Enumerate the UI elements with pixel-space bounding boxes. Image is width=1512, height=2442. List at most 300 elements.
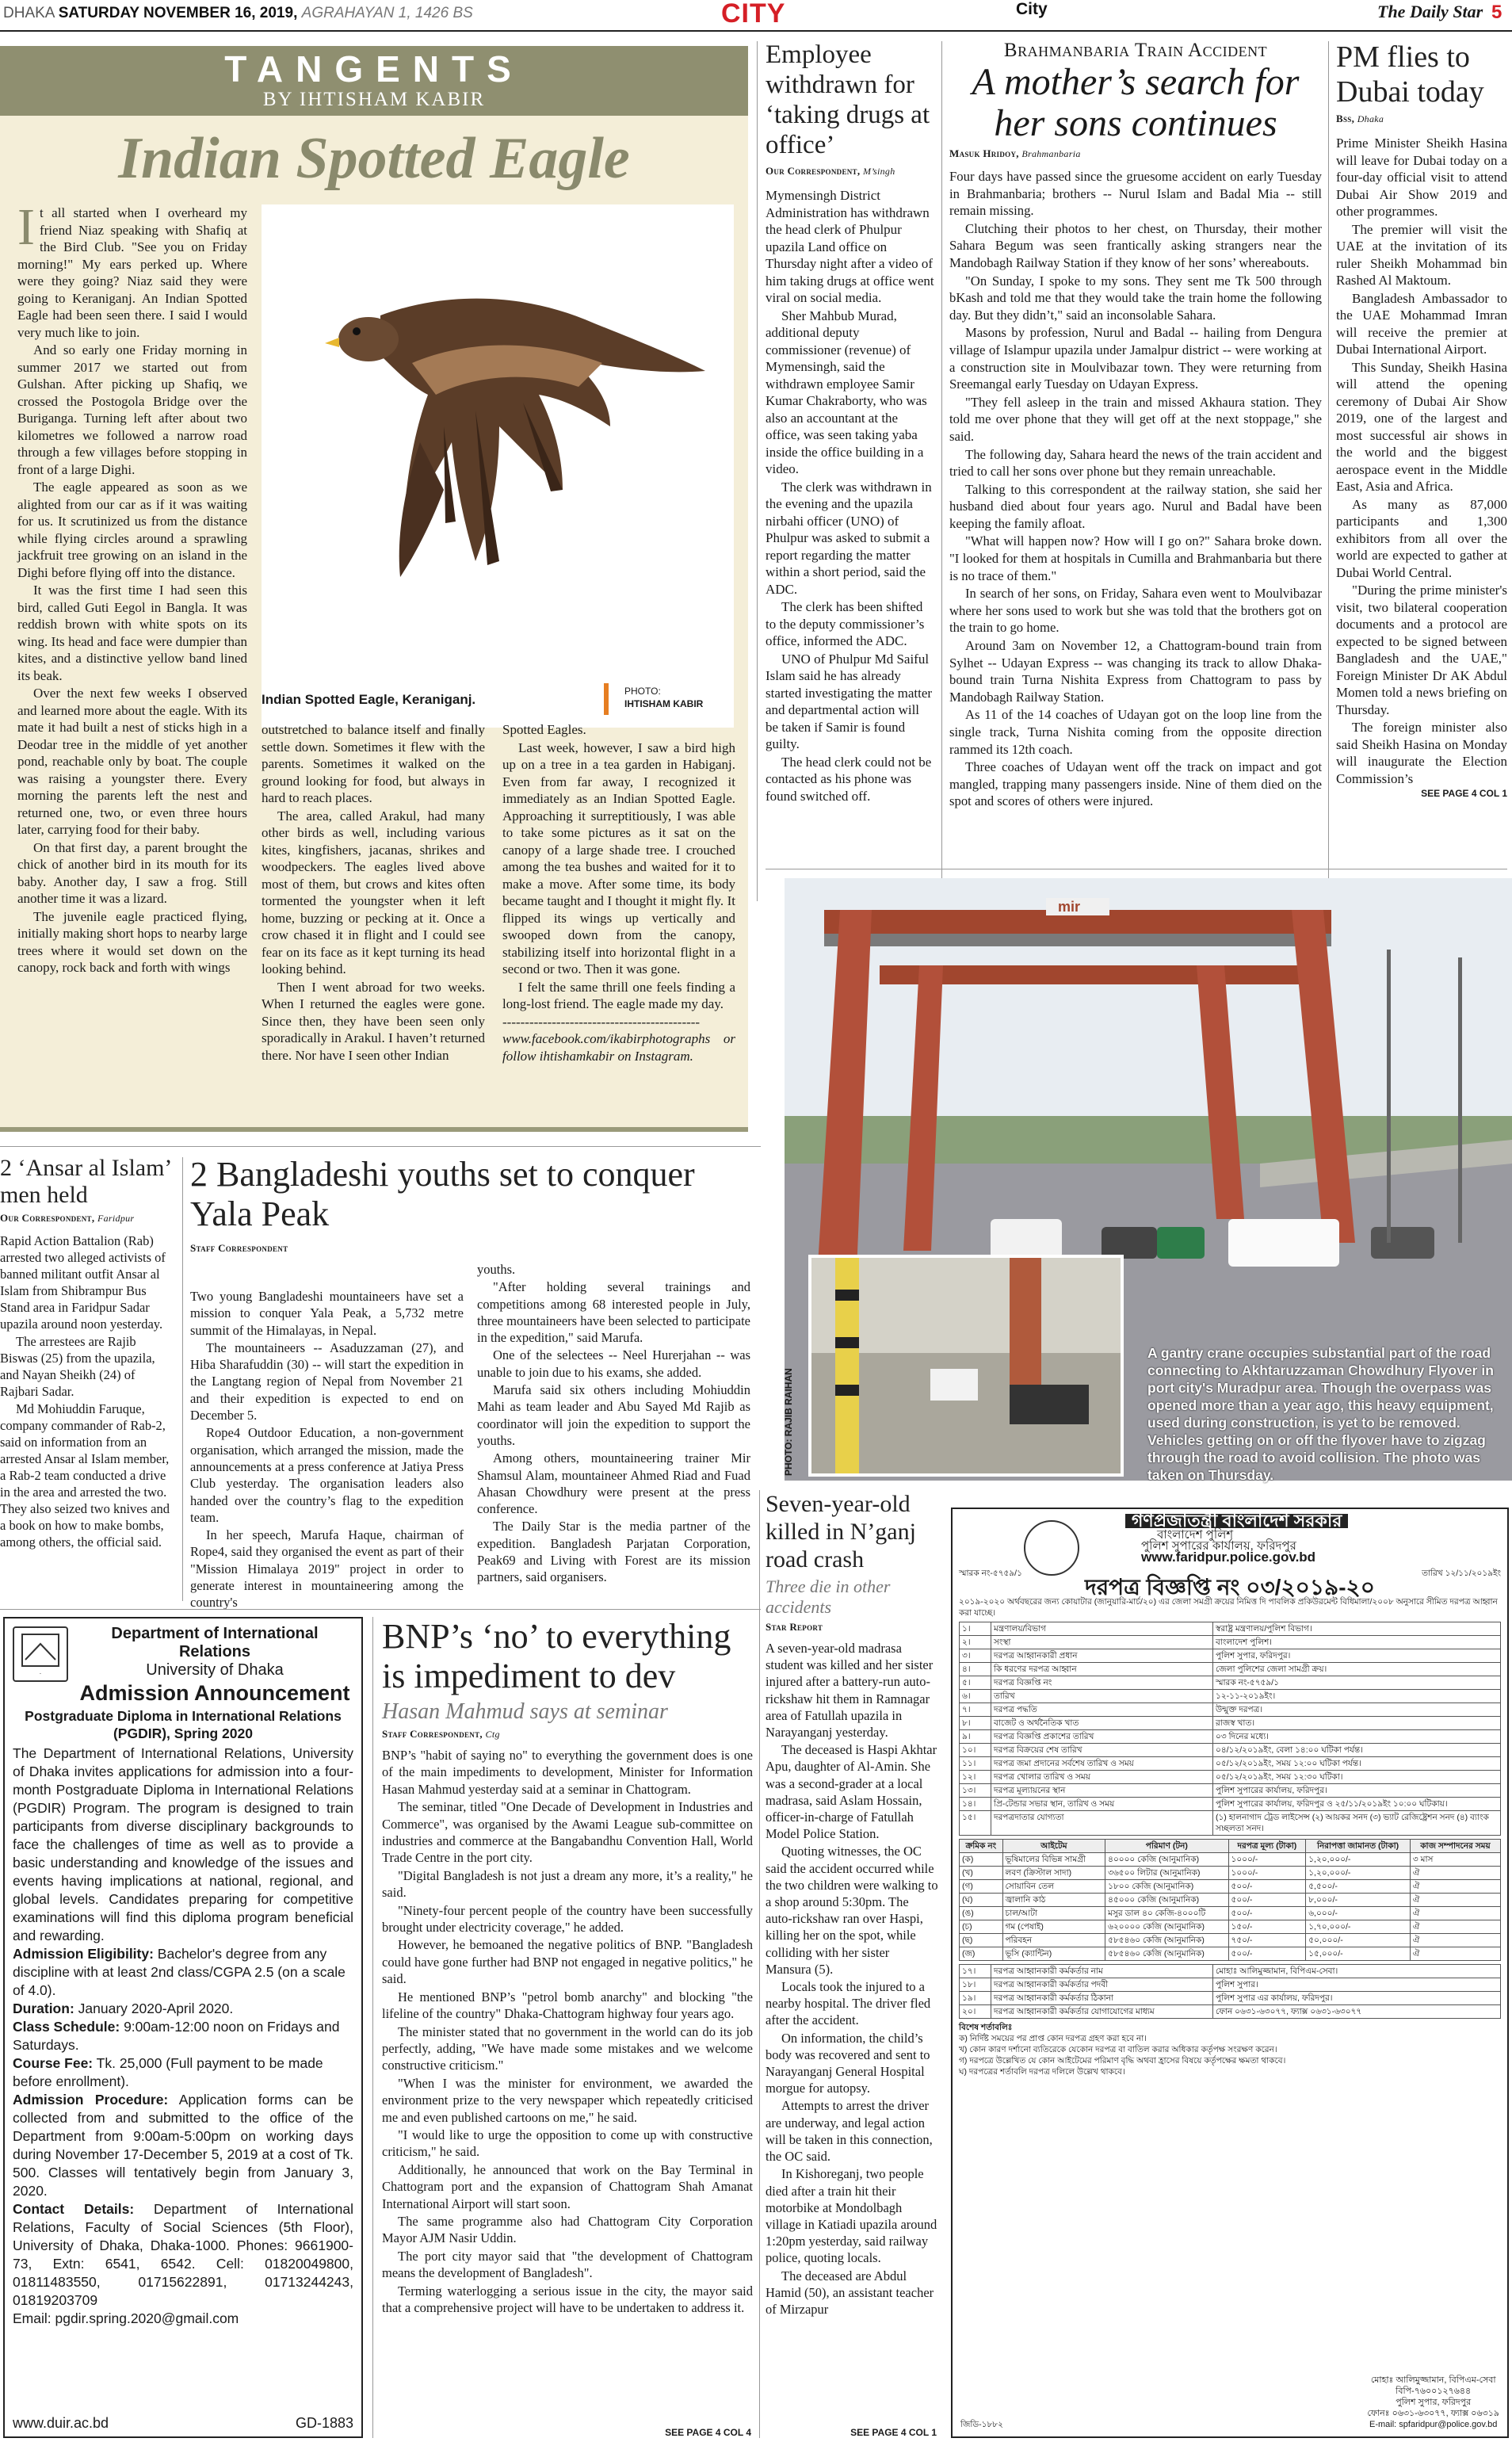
credit-rule bbox=[604, 683, 609, 715]
paragraph: Mymensingh District Administration has withdrawn the head clerk of Phulpur upazila Land office on Thursday night after a video of him taking drugs at office went viral on social media. bbox=[766, 188, 934, 305]
deck: Hasan Mahmud says at seminar bbox=[382, 1699, 668, 1724]
paragraph: The mountaineers -- Asaduzzaman (27), and Hiba Sharafuddin (30) -- will start the expedition in the Langtang region of Nepal from November 21 and their expedition is expected to end on December 5. bbox=[190, 1339, 464, 1424]
tender-notice bbox=[951, 1508, 1509, 2438]
row-label: দরপত্র জমা প্রদানের সর্বশেষ তারিখ ও সময় bbox=[991, 1757, 1213, 1771]
tender-row bbox=[960, 1730, 1501, 1744]
goods-cell: ৮,০০০/- bbox=[1306, 1894, 1411, 1907]
headline: PM flies to Dubai today bbox=[1336, 40, 1484, 109]
article-body bbox=[1336, 135, 1507, 787]
inset-photo bbox=[808, 1255, 1124, 1477]
row-value: ১২-১১-২০১৯ইং। bbox=[1213, 1690, 1501, 1703]
row-label: দরপত্র খোলার তারিখ ও সময় bbox=[991, 1771, 1213, 1784]
ad-item-text: 9:00am-12:00 noon on Fridays and Saturdays. bbox=[13, 2019, 340, 2053]
row-value: ০৪/১২/২০১৯ইং, বেলা ১৪:০০ ঘটিকা পর্যন্ত। bbox=[1213, 1744, 1501, 1757]
goods-cell: ৫০০/- bbox=[1228, 1894, 1306, 1907]
tender-row bbox=[960, 1798, 1501, 1811]
row-number: ১৭। bbox=[960, 1965, 991, 1978]
goods-cell: ৫০০/- bbox=[1228, 1880, 1306, 1894]
ad-code: GD-1883 bbox=[295, 2415, 353, 2431]
paragraph: Last week, however, I saw a bird high up on a tree in a tea garden in Habiganj. Even from far away, I recognized it immediately as an Indian Spotted Eagle. Approaching it surreptitiously, I was able to take some pictures as it sat on the canopy of a large shade tree. I crouched among the tea bushes and waited for it to make a move. After some time, its body became taught and I thought it might fly. It flipped its wings up vertically and swooped down from the canopy, stabilizing itself into horizontal flight in a second or two. Then it was gone. bbox=[502, 739, 735, 976]
row-number: ১৯। bbox=[960, 1992, 991, 2005]
paragraph: Marufa said six others including Mohiuddin Mahi as team leader and Abu Sayed Md Rajib as coordinator will join the expedition to support the youths. bbox=[477, 1382, 750, 1448]
row-number: ২। bbox=[960, 1636, 991, 1649]
goods-cell: ভূসি (ক্যান্টিন) bbox=[1002, 1947, 1105, 1961]
goods-row bbox=[960, 1880, 1501, 1894]
photo-credit bbox=[781, 1360, 799, 1479]
row-number: ৯। bbox=[960, 1730, 991, 1744]
paragraph: One of the selectees -- Neel Hurerjahan -- was unable to join due to his exams, she added. bbox=[477, 1347, 750, 1380]
byline-text: Masuk Hridoy, bbox=[949, 147, 1019, 159]
goods-cell: ৫৮৫৪৬০ কেজি (আনুমানিক) bbox=[1105, 1934, 1228, 1947]
row-number: ২০। bbox=[960, 2005, 991, 2019]
kicker: Brahmanbaria Train Accident bbox=[1003, 40, 1268, 61]
row-value: পুলিশ সুপারের কার্যালয়, ফরিদপুর ও ২৫/১১/২০১৯ইং ১০:০০ ঘটিকায়। bbox=[1213, 1798, 1501, 1811]
paragraph: In search of her sons, on Friday, Sahara even went to Moulvibazar where her sons used to work but she was told that the brothers got on the train to go home. bbox=[949, 586, 1322, 636]
ad-title: Admission Announcement bbox=[79, 1681, 350, 1705]
goods-cell: ৪৫০০০ কেজি (আনুমানিক) bbox=[1105, 1894, 1228, 1907]
paragraph: BNP’s "habit of saying no" to everything the government does is one of the main impediments to development, Minister for Information Hasan Mahmud yesterday said at a seminar in Chattogram. bbox=[382, 1748, 753, 1797]
note-item: খ) কোন কারণ দর্শানো ব্যতিরেকে যেকোন দরপত্র বা বাতিল করার অধিকার কর্তৃপক্ষ সংরক্ষণ করেন। bbox=[959, 2045, 1277, 2054]
row-number: ১১। bbox=[960, 1757, 991, 1771]
ad-item bbox=[13, 2200, 353, 2310]
paragraph: Rapid Action Battalion (Rab) arrested two alleged activists of banned militant outfit Ansar al Islam from Shibrampur Bus Stand area in Faridpur Sadar upazila around noon yesterday. bbox=[0, 1233, 166, 1332]
goods-header: দরপত্র মূল্য (টাকা) bbox=[1228, 1840, 1306, 1853]
paragraph: And so early one Friday morning in summer 2017 we started out from Gulshan. After picking up Shafiq, we crossed the Postogola Bridge over the Buriganga. Turning left after about two kilometres we followed a narrow road through a few villages before stopping in front of a large Dighi. bbox=[17, 342, 247, 477]
paragraph: On that first day, a parent brought the chick of another bird in its mouth for its baby. Another day, I saw a frog. Still another time it was a lizard. bbox=[17, 839, 247, 906]
tender-row bbox=[960, 1636, 1501, 1649]
row-label: দরপত্র আহ্বানকারী কর্মকর্তার যোগাযোগের মাধ্যম bbox=[991, 2005, 1213, 2019]
goods-row bbox=[960, 1920, 1501, 1934]
sign-phone: ফোনঃ ০৬৩১-৬৩০৭৭, ফ্যাক্স ০৬৩১৯ bbox=[1367, 2409, 1499, 2418]
row-number: ৩। bbox=[960, 1649, 991, 1663]
row-number: ৬। bbox=[960, 1690, 991, 1703]
goods-cell: ৫০,০০০/- bbox=[1306, 1934, 1411, 1947]
headline: 2 Bangladeshi youths set to conquer Yala Peak bbox=[190, 1155, 695, 1233]
ad-dept: Department of International Relations bbox=[111, 1625, 319, 1660]
tender-row bbox=[960, 1703, 1501, 1717]
row-value: রাজস্ব খাত। bbox=[1213, 1717, 1501, 1730]
yala-col-1 bbox=[190, 1288, 464, 1611]
tangents-col-1 bbox=[17, 198, 247, 1112]
article-pm bbox=[1336, 40, 1507, 911]
row-label: দরপত্র আহ্বানকারী কর্মকর্তার নাম bbox=[991, 1965, 1213, 1978]
paragraph: Prime Minister Sheikh Hasina will leave for Dubai today on a four-day official visit to attend Dubai Air Show 2019 and other programmes. bbox=[1336, 136, 1507, 219]
social-link[interactable]: www.facebook.com/ikabirphotographs or follow ihtishamkabir on Instagram. bbox=[502, 1031, 735, 1064]
row-label: দরপত্র আহ্বানকারী কর্মকর্তার ঠিকানা bbox=[991, 1992, 1213, 2005]
paragraph: UNO of Phulpur Md Saiful Islam said he has already started investigating the matter and departmental action will be taken if Samir is found guilty. bbox=[766, 651, 933, 751]
goods-cell: ঐ bbox=[1410, 1880, 1500, 1894]
paragraph: Around 3am on November 12, a Chattogram-bound train from Sylhet -- Udayan Express -- was changing its track to allow Dhaka-bound train Turna Nishita Express from Chattogram to pass by Mandobagh Railway Station. bbox=[949, 638, 1322, 705]
jump-line: SEE PAGE 4 COL 1 bbox=[850, 2427, 937, 2438]
tender-row bbox=[960, 1992, 1501, 2005]
paragraph: youths. bbox=[477, 1262, 516, 1277]
goods-cell: ঐ bbox=[1410, 1867, 1500, 1880]
ad-subtitle: Postgraduate Diploma in International Relations (PGDIR), Spring 2020 bbox=[25, 1708, 342, 1741]
paragraph: Two young Bangladeshi mountaineers have set a mission to conquer Yala Peak, a 5,732 metre summit of the Himalayas, in Nepal. bbox=[190, 1289, 464, 1338]
row-value: স্বরাষ্ট্র মন্ত্রণালয়/পুলিশ বিভাগ। bbox=[1213, 1622, 1501, 1636]
byline: Staff Correspondent bbox=[190, 1242, 288, 1254]
row-number: ৪। bbox=[960, 1663, 991, 1676]
section-label: CITY bbox=[721, 0, 786, 29]
tender-code: জিডি-১৮৮২ bbox=[960, 2420, 1003, 2429]
goods-cell: ঐ bbox=[1410, 1934, 1500, 1947]
paragraph: The clerk was withdrawn in the evening and the upazila nirbahi officer (UNO) of Phulpur was asked to submit a report regarding the matter within a short period, said the ADC. bbox=[766, 479, 932, 597]
goods-header: কাজ সম্পাদনের সময় bbox=[1410, 1840, 1500, 1853]
goods-row bbox=[960, 1894, 1501, 1907]
university-seal-icon bbox=[13, 1626, 68, 1682]
paragraph: The minister stated that no government in the world can do its job perfectly, adding, "We have made some mistakes and we welcome constructive criticism." bbox=[382, 2024, 753, 2073]
article-body bbox=[766, 187, 935, 804]
article-brahmanbaria bbox=[949, 40, 1322, 911]
dateline: Brahmanbaria bbox=[1021, 148, 1081, 159]
tangents-byline: BY IHTISHAM KABIR bbox=[262, 89, 486, 110]
row-label: দরপত্র বিক্রয়ের শেষ তারিখ bbox=[991, 1744, 1213, 1757]
dateline: M’singh bbox=[862, 166, 895, 177]
goods-row bbox=[960, 1907, 1501, 1920]
goods-cell: ঐ bbox=[1410, 1947, 1500, 1961]
ad-item-label: Contact Details: bbox=[13, 2201, 135, 2217]
tender-date: তারিখ ১২/১১/২০১৯ইং bbox=[1422, 1569, 1501, 1578]
ad-item-text: Tk. 25,000 (Full payment to be made before enrollment). bbox=[13, 2055, 323, 2089]
goods-cell: ১,২০,০০০/- bbox=[1306, 1853, 1411, 1867]
row-number: ১৩। bbox=[960, 1784, 991, 1798]
tender-signature bbox=[1367, 2375, 1499, 2430]
row-number: ৭। bbox=[960, 1703, 991, 1717]
headline: BNP’s ‘no’ to everything is impediment to dev bbox=[382, 1617, 731, 1695]
paragraph: The port city mayor said that "the development of Chattogram means the development of Bangladesh". bbox=[382, 2248, 753, 2281]
row-label: মন্ত্রণালয়/বিভাগ bbox=[991, 1622, 1213, 1636]
deck: Three die in other accidents bbox=[766, 1576, 891, 1617]
photo-credit-text: PHOTO: RAJIB RAIHAN bbox=[783, 1368, 794, 1476]
article-body bbox=[0, 1232, 176, 1550]
goods-cell: ৫০০/- bbox=[1228, 1907, 1306, 1920]
paragraph: "When I was the minister for environment, we awarded the environment prize to the very newspaper which repeatedly criticised me and even published cartoons on me," he said. bbox=[382, 2075, 753, 2125]
paragraph: As many as 87,000 participants and 1,300 exhibitors from all over the world are expected to gather at Dubai World Central. bbox=[1336, 496, 1507, 580]
paragraph: This Sunday, Sheikh Hasina will attend the opening ceremony of Dubai Air Show 2019, one of the largest and most successful air shows in the world and the biggest aerospace event in the Middle East, Asia and Africa. bbox=[1336, 359, 1507, 494]
ad-intro: The Department of International Relations, University of Dhaka invites applications for admission into a four-month Postgraduate Diploma in International Relations (PGDIR) Program. The program is designed to train participants from diverse disciplinary backgrounds to face the challenges of time as well as to provide a basic understanding and knowledge of the issues and events having implications at national, regional, and global levels. Candidates preparing for competitive examinations will find this diploma program beneficial and rewarding. bbox=[13, 1745, 353, 1943]
byline: Star Report bbox=[766, 1621, 823, 1633]
notes-list bbox=[959, 2033, 1501, 2077]
goods-cell: ৪০০০০ কেজি (আনুমানিক) bbox=[1105, 1853, 1228, 1867]
sign-title: পুলিশ সুপার, ফরিদপুর bbox=[1396, 2398, 1472, 2407]
ad-item-label: Class Schedule: bbox=[13, 2019, 120, 2035]
goods-cell: (ক) bbox=[960, 1853, 1003, 1867]
ad-item-label: Duration: bbox=[13, 2001, 74, 2016]
paragraph: Three coaches of Udayan went off the track on impact and got mangled, trapping many passengers inside. Nine of them died on the spot and scores of others were injured. bbox=[949, 759, 1322, 809]
tender-row bbox=[960, 1690, 1501, 1703]
byline bbox=[1336, 113, 1507, 125]
row-value: ফোন ০৬৩১-৬৩০৭৭, ফ্যাক্স ০৬৩১-৬৩০৭৭ bbox=[1213, 2005, 1501, 2019]
goods-cell: (খ) bbox=[960, 1867, 1003, 1880]
paragraph: outstretched to balance itself and finally settle down. Sometimes it flew with the parents. Sometimes it walked on the ground looking for food, but always in hard to reach places. bbox=[262, 722, 485, 805]
goods-cell: জ্বালানি কাঠ bbox=[1002, 1894, 1105, 1907]
ad-item bbox=[13, 2000, 353, 2018]
tender-web[interactable]: www.faridpur.police.gov.bd bbox=[1141, 1550, 1316, 1565]
dateline: Faridpur bbox=[97, 1213, 135, 1224]
paragraph: The head clerk could not be contacted as his phone was found switched off. bbox=[766, 754, 932, 804]
goods-header: ক্রমিক নং bbox=[960, 1840, 1003, 1853]
row-label: দরপত্র আহ্বানকারী কর্মকর্তার পদবী bbox=[991, 1978, 1213, 1992]
paragraph: The juvenile eagle practiced flying, initially making short hops to nearby large trees where it would set down on the canopy, rock back and forth with wings bbox=[17, 908, 247, 975]
tender-title: দরপত্র বিজ্ঞপ্তি নং ০৩/২০১৯-২০ bbox=[1085, 1575, 1375, 1599]
tangents-kicker: TANGENTS bbox=[224, 48, 524, 90]
goods-cell: ঐ bbox=[1410, 1907, 1500, 1920]
row-label: বাজেট ও অর্থনৈতিক খাত bbox=[991, 1717, 1213, 1730]
byline-text: Our Correspondent, bbox=[0, 1212, 95, 1224]
row-value: পুলিশ সুপার। bbox=[1213, 1978, 1501, 1992]
date-bengali: AGRAHAYAN 1, 1426 BS bbox=[301, 5, 473, 21]
headline: Seven-year-old killed in N’ganj road crash bbox=[766, 1491, 916, 1573]
goods-cell: (জ) bbox=[960, 1947, 1003, 1961]
ad-item bbox=[13, 2018, 353, 2054]
ad-item bbox=[13, 2091, 353, 2200]
eagle-photo bbox=[262, 204, 734, 728]
ad-item-text: January 2020-April 2020. bbox=[74, 2001, 234, 2016]
row-number: ১৫। bbox=[960, 1811, 991, 1836]
paragraph: Additionally, he announced that work on the Bay Terminal in Chattogram port and the expansion of Chattogram Shah Amanat International Airport will start soon. bbox=[382, 2161, 753, 2211]
paragraph: Then I went abroad for two weeks. When I returned the eagles were gone. Since then, they have been seen only sporadically in Arakul. I haven’t returned there. Nor have I seen other Indian bbox=[262, 979, 485, 1063]
paragraph: Clutching their photos to her chest, on Thursday, their mother Sahara Begum was seen frantically asking strangers near the Mandobagh Railway Station if they know of her sons’ whereabouts. bbox=[949, 220, 1322, 270]
tender-table bbox=[959, 1622, 1501, 1836]
article-body bbox=[949, 168, 1322, 810]
row-number: ১৮। bbox=[960, 1978, 991, 1992]
row-number: ৮। bbox=[960, 1717, 991, 1730]
tender-row bbox=[960, 1744, 1501, 1757]
goods-cell: ৩ মাস bbox=[1410, 1853, 1500, 1867]
sign-id: বিপি-৭৬০০১২৭৬৪৪ bbox=[1396, 2387, 1472, 2396]
tender-office: পুলিশ সুপারের কার্যালয়, ফরিদপুর bbox=[1141, 1539, 1296, 1553]
paragraph: Quoting witnesses, the OC said the accident occurred while the two children were walking to a shop around 5:30pm. The auto-rickshaw ran over Haspi, killing her on the spot, while colliding with her sister Mansura (5). bbox=[766, 1844, 938, 1977]
paragraph: Spotted Eagles. bbox=[502, 722, 586, 737]
goods-cell: (গ) bbox=[960, 1880, 1003, 1894]
byline bbox=[0, 1212, 176, 1225]
note-item: ঘ) দরপত্রের শর্তাবলি দরপত্র দলিলে উল্লেখ থাকবে। bbox=[959, 2067, 1125, 2077]
paragraph: "I would like to urge the opposition to come up with constructive criticism," he said. bbox=[382, 2127, 753, 2160]
row-label: সংস্থা bbox=[991, 1636, 1213, 1649]
photo-credit bbox=[624, 685, 743, 717]
goods-cell: ১,৭০,০০০/- bbox=[1306, 1920, 1411, 1934]
goods-cell: (ছ) bbox=[960, 1934, 1003, 1947]
goods-cell: লবণ (ক্রিস্টাল সাদা) bbox=[1002, 1867, 1105, 1880]
photo-caption: Indian Spotted Eagle, Keraniganj. bbox=[262, 692, 476, 707]
tender-police: বাংলাদেশ পুলিশ bbox=[1157, 1528, 1234, 1542]
dateline: Ctg bbox=[485, 1729, 500, 1740]
paragraph: However, he bemoaned the negative politics of BNP. "Bangladesh could have gone further had BNP not engaged in negative politics," he said. bbox=[382, 1937, 753, 1987]
tender-row bbox=[960, 1717, 1501, 1730]
police-emblem-icon bbox=[1024, 1520, 1079, 1576]
row-number: ১। bbox=[960, 1622, 991, 1636]
row-label: দরপত্র পদ্ধতি bbox=[991, 1703, 1213, 1717]
paragraph: The clerk has been shifted to the deputy commissioner’s office, informed the ADC. bbox=[766, 599, 925, 648]
byline bbox=[766, 165, 935, 178]
tender-row bbox=[960, 1811, 1501, 1836]
row-value: বাংলাদেশ পুলিশ। bbox=[1213, 1636, 1501, 1649]
ad-email[interactable]: Email: pgdir.spring.2020@gmail.com bbox=[13, 2310, 239, 2326]
goods-row bbox=[960, 1947, 1501, 1961]
paragraph: It was the first time I had seen this bird, called Guti Eegol in Bangla. It was reddish brown with white spots on its wing. Its head and face were dumpier than kites, and a distinctive yellow band lined its beak. bbox=[17, 583, 247, 683]
paragraph: The eagle appeared as soon as we alighted from our car as if it was waiting for us. It scrutinized us from the distance while flying circles around a sprawling jackfruit tree growing on an island in the Dighi before flying off into the distance. bbox=[17, 480, 247, 580]
article-body bbox=[766, 1640, 938, 2318]
paragraph: He mentioned BNP’s "petrol bomb anarchy" and blocking "the lifeline of the country" Dhaka-Chattogram highway four years ago. bbox=[382, 1989, 753, 2022]
ad-item-text: Department of International Relations, Faculty of Social Sciences (5th Floor), University of Dhaka, Dhaka-1000. Phones: 9661900-73, Extn: 6541, 6542. Cell: 01820049800, 01811483550, 01715622891, 01713244243, 01819203709 bbox=[13, 2201, 354, 2308]
row-value: পুলিশ সুপারের কার্যালয়, ফরিদপুর। bbox=[1213, 1784, 1501, 1798]
tender-row bbox=[960, 1978, 1501, 1992]
paragraph: "During the prime minister's visit, two bilateral cooperation documents and a protocol are expected to be signed between Bangladesh and the UAE," Foreign Minister Dr AK Abdul Momen told a news briefing on Thursday. bbox=[1336, 583, 1507, 717]
goods-cell: ঐ bbox=[1410, 1894, 1500, 1907]
headline: A mother’s search for her sons continues bbox=[972, 61, 1300, 144]
street-scene-icon bbox=[811, 1258, 1121, 1473]
article-yala bbox=[190, 1155, 754, 1611]
paragraph: The foreign minister also said Sheikh Hasina on Monday will inaugurate the Election Commission’s bbox=[1336, 720, 1507, 786]
goods-cell: ১৫০/- bbox=[1228, 1920, 1306, 1934]
tangents-col-2 bbox=[262, 721, 485, 1116]
paragraph: The seminar, titled "One Decade of Development in Industries and Commerce", was organised by the Awami League sub-committee on industries and commerce at the Bangabandhu Convention Hall, World Trade Centre in the port city. bbox=[382, 1799, 753, 1866]
dropcap: I bbox=[17, 198, 35, 256]
ad-item-text: Bachelor's degree from any discipline with at least 2nd class/CGPA 2.5 (on a scale of 4.0). bbox=[13, 1946, 346, 1998]
tender-row bbox=[960, 1622, 1501, 1636]
byline-text: Staff Correspondent, bbox=[382, 1728, 483, 1740]
ad-item-text: Application forms can be collected from and submitted to the office of the Department from 9:00am-5:00pm on working days during November 17-December 5, 2019 at a cost of Tk. 500. Classes will tentatively begin from January 3, 2020. bbox=[13, 2092, 353, 2199]
row-label: দরপত্র আহ্বানকারী প্রধান bbox=[991, 1649, 1213, 1663]
tangents-feature bbox=[0, 46, 748, 1132]
paragraph: "On Sunday, I spoke to my sons. They sent me Tk 500 through bKash and told me that they would take the train home the following day. But they didn’t," said an inconsolable Sahara. bbox=[949, 273, 1322, 323]
goods-cell: (চ) bbox=[960, 1920, 1003, 1934]
article-bnp bbox=[382, 1617, 753, 2438]
row-value: জেলা পুলিশের জেলা সামগ্রী ক্রয়। bbox=[1213, 1663, 1501, 1676]
brand-logo: The Daily Star bbox=[1377, 2, 1483, 21]
row-label: কি ধরণের দরপত্র আহ্বান bbox=[991, 1663, 1213, 1676]
goods-header: নিরাপত্তা জামানত (টাকা) bbox=[1306, 1840, 1411, 1853]
paragraph: Md Mohiuddin Faruque, company commander of Rab-2, said on information from an arrested Ansar al Islam member, a Rab-2 team conducted a drive in the area and arrested the two. They also seized two knives and a book on how to make bombs, among others, the official said. bbox=[0, 1401, 170, 1550]
jump-line: SEE PAGE 4 COL 4 bbox=[665, 2427, 751, 2438]
goods-cell: ৭৫০/- bbox=[1228, 1934, 1306, 1947]
ad-item bbox=[13, 2054, 353, 2091]
paragraph: "What will happen now? How will I go on?" Sahara broke down. "I looked for them at hospitals in Cumilla and Brahmanbaria but there is no trace of them." bbox=[949, 533, 1322, 583]
ad-univ: University of Dhaka bbox=[146, 1661, 284, 1679]
tangents-title: Indian Spotted Eagle bbox=[118, 126, 630, 191]
tangents-band bbox=[0, 46, 748, 116]
sign-name: মোহাঃ আলিমুজ্জামান, বিপিএম-সেবা bbox=[1370, 2375, 1496, 2385]
paragraph: Among others, mountaineering trainer Mir Shamsul Alam, mountaineer Ahmed Riad and Fuad Ahasan Chowdhury were present at the press conference. bbox=[477, 1450, 750, 1517]
goods-cell: ১০০০/- bbox=[1228, 1867, 1306, 1880]
paragraph: "After holding several trainings and competitions among 68 interested people in July, three mountaineers have been selected to participate in the expedition," said Marufa. bbox=[477, 1279, 750, 1346]
headline: Employee withdrawn for ‘taking drugs at office’ bbox=[766, 40, 930, 159]
goods-cell: ১৫,০০০/- bbox=[1306, 1947, 1411, 1961]
goods-header-row bbox=[960, 1840, 1501, 1853]
date-main: SATURDAY NOVEMBER 16, 2019, bbox=[58, 5, 298, 21]
paragraph: t all started when I overheard my friend Niaz speaking with Shafiq at the Bird Club. "See you on Friday morning!" My ears perked up. Where were they going? Niaz said they were going to Keraniganj. An Indian Spotted Eagle had been seen there. I said I would very much like to join. bbox=[17, 205, 247, 340]
byline-text: Bss, bbox=[1336, 113, 1355, 124]
row-label: দরপত্রদাতার যোগ্যতা bbox=[991, 1811, 1213, 1836]
paragraph: The premier will visit the UAE at the invitation of its ruler Sheikh Mohammad bin Rashed Al Maktoum. bbox=[1336, 221, 1507, 288]
goods-cell: (ঘ) bbox=[960, 1894, 1003, 1907]
paragraph: Bangladesh Ambassador to the UAE Mohammad Imran will receive the premier at Dubai International Airport. bbox=[1336, 290, 1507, 357]
photo-label: PHOTO: bbox=[624, 686, 661, 697]
goods-cell: ১,২০,০০০/- bbox=[1306, 1867, 1411, 1880]
tender-row bbox=[960, 1649, 1501, 1663]
notes-head: বিশেষ শর্তাবলিঃ bbox=[959, 2023, 1013, 2032]
tender-row bbox=[960, 1663, 1501, 1676]
byline bbox=[382, 1728, 753, 1741]
row-value: পুলিশ সুপার, ফরিদপুর। bbox=[1213, 1649, 1501, 1663]
paragraph: The same programme also had Chattogram City Corporation Mayor AJM Nasir Uddin. bbox=[382, 2213, 753, 2246]
row-value: ০৫/১২/২০১৯ইং, সময় ১২:৩০ ঘটিকা। bbox=[1213, 1771, 1501, 1784]
goods-cell: ৫৮৫৪৬০ কেজি (আনুমানিক) bbox=[1105, 1947, 1228, 1961]
goods-cell: (ঙ) bbox=[960, 1907, 1003, 1920]
paragraph: The Daily Star is the media partner of the expedition. Bangladesh Parjatan Corporation, Peak69 and Living with Forest are its mission partners, said organisers. bbox=[477, 1519, 750, 1585]
masthead bbox=[0, 0, 1512, 32]
eagle-icon bbox=[262, 204, 734, 728]
goods-cell: ১০০০/- bbox=[1228, 1853, 1306, 1867]
page-number: 5 bbox=[1491, 2, 1502, 23]
paragraph: The deceased are Abdul Hamid (50), an assistant teacher of Mirzapur bbox=[766, 2268, 934, 2317]
paragraph: In Kishoreganj, two people died after a train hit their motorbike at Mondolbagh village in Katiadi upazila around 1:20pm yesterday, said railway police, quoting locals. bbox=[766, 2166, 937, 2266]
paragraph: A seven-year-old madrasa student was killed and her sister injured after a battery-run auto-rickshaw hit them in Ramnagar area of Fatullah upazila in Narayanganj yesterday. bbox=[766, 1641, 934, 1741]
paragraph: Over the next few weeks I observed and learned more about the eagle. With its mate it had built a nest of sticks high in a Deodar tree in the middle of yet another pond, reachable only by boat. The couple was raising a youngster there. Every morning the parents left the nest and returned one, two, or even three hours later, carrying food for their baby. bbox=[17, 686, 247, 837]
article-employee bbox=[766, 40, 935, 911]
separator: -------------------------------------------- bbox=[502, 1014, 701, 1030]
tender-bottom-table bbox=[959, 1964, 1501, 2019]
photo-credit-name: IHTISHAM KABIR bbox=[624, 698, 704, 709]
paragraph: Masons by profession, Nurul and Badal -- hailing from Dengura village of Islampur upazila under Jamalpur district -- were working at a construction site in Moulvibazar town. They were returning from Sreemangal early Tuesday on Udayan Express. bbox=[949, 325, 1322, 392]
row-value: উন্মুক্ত দরপত্র। bbox=[1213, 1703, 1501, 1717]
goods-cell: গম (পেষাই) bbox=[1002, 1920, 1105, 1934]
tender-row bbox=[960, 1757, 1501, 1771]
goods-cell: ৫,৫০০/- bbox=[1306, 1880, 1411, 1894]
goods-cell: ৩৬৫০০ লিটার (আনুমানিক) bbox=[1105, 1867, 1228, 1880]
paragraph: Locals took the injured to a nearby hospital. The driver fled after the accident. bbox=[766, 1979, 931, 2028]
svg-text:·: · bbox=[39, 1670, 42, 1677]
goods-cell: চাল/আটা bbox=[1002, 1907, 1105, 1920]
tender-row bbox=[960, 1965, 1501, 1978]
sign-text: mir bbox=[1058, 899, 1081, 915]
goods-row bbox=[960, 1934, 1501, 1947]
row-label: দরপত্র মূল্যায়নের স্থান bbox=[991, 1784, 1213, 1798]
tender-intro: ২০১৯-২০২০ অর্থবছরের জন্য কোয়াটার (জানুয়ারি-মার্চ/২০) এর জেলা সমগ্রী ক্রয়ের নিমিত্ত দি পাবলিক প্রকিউরমেন্ট বিধিমালা/২০০৮ অনুসারে সীমিত দরপত্র আহ্বান করা যাচ্ছে। bbox=[959, 1597, 1498, 1618]
paragraph: As 11 of the 14 coaches of Udayan got on the loop line from the single track, Turna Nishita coming from the opposite direction rammed its 12th coach. bbox=[949, 707, 1322, 757]
row-value: (১) হালনাগাদ ট্রেড লাইসেন্স (২) আয়কর সনদ (৩) ভ্যাট রেজিষ্ট্রেশন সনদ (৪) ব্যাংক সচ্ছলতা সনদ। bbox=[1213, 1811, 1501, 1836]
sign-email[interactable]: E-mail: spfaridpur@police.gov.bd bbox=[1369, 2420, 1498, 2429]
paragraph: The deceased is Haspi Akhtar Apu, daughter of Al-Amin. She was a second-grader at a local madrasa, said Aslam Hossain, officer-in-charge of Fatullah Model Police Station. bbox=[766, 1742, 937, 1842]
paragraph: On information, the child’s body was recovered and sent to Narayanganj General Hospital morgue for autopsy. bbox=[766, 2030, 930, 2096]
paragraph: Talking to this correspondent at the railway station, she said her husband died about four years ago. Nurul and Badal have been keeping the family afloat. bbox=[949, 481, 1322, 531]
paragraph: "They fell asleep in the train and missed Akhaura station. They told me over phone that they will get off at the next stoppage," she said. bbox=[949, 394, 1322, 444]
article-body bbox=[382, 1747, 753, 2316]
goods-cell: পরিবহন bbox=[1002, 1934, 1105, 1947]
row-label: দরপত্র বিজ্ঞপ্তি প্রকাশের তারিখ bbox=[991, 1730, 1213, 1744]
tender-gov: গণপ্রজাতন্ত্রী বাংলাদেশ সরকার bbox=[1125, 1514, 1348, 1528]
paragraph: The arrestees are Rajib Biswas (25) from the upazila, and Nayan Sheikh (24) of Rajbari Sadar. bbox=[0, 1334, 155, 1399]
ad-website[interactable]: www.duir.ac.bd bbox=[13, 2415, 109, 2431]
goods-cell: মসুর ডাল ৪০ কেজি-৪০০০টি bbox=[1105, 1907, 1228, 1920]
tender-row bbox=[960, 2005, 1501, 2019]
date-prefix: DHAKA bbox=[3, 5, 55, 21]
paragraph: The following day, Sahara heard the news of the train accident and tried to call her sons over phone but they remain unreachable. bbox=[949, 446, 1322, 480]
byline bbox=[949, 147, 1322, 160]
row-number: ১২। bbox=[960, 1771, 991, 1784]
note-item: ক) নির্দিষ্ট সময়ের পর প্রাপ্ত কোন দরপত্র গ্রহণ করা হবে না। bbox=[959, 2034, 1147, 2043]
ad-item-label: Admission Procedure: bbox=[13, 2092, 169, 2108]
paragraph: The area, called Arakul, had many other birds as well, including various kites, kingfishers, jacanas, shrikes and woodpeckers. The eagles lived above most of them, but crows and kites often tormented the youngster when it left home, buzzing or pecking at it. Once a crow chased it in flight and I could see fear on its face as it kept turning its head looking behind. bbox=[262, 808, 485, 976]
headline: 2 ‘Ansar al Islam’ men held bbox=[0, 1155, 171, 1208]
row-value: পুলিশ সুপার এর কার্যালয়, ফরিদপুর। bbox=[1213, 1992, 1501, 2005]
photo-caption: A gantry crane occupies substantial part of the road connecting to Akhtaruzzaman Chowdhury Flyover in port city's Muradpur area. Though the overpass was opened more than a year ago, this heavy equipment, used during construction, is yet to be removed. Vehicles getting on or off the flyover have to zigzag through the road to avoid collision. The photo was taken on Thursday. bbox=[1147, 1345, 1494, 1483]
tender-memo: স্মারক নং-৫৭৫৯/১ bbox=[959, 1569, 1022, 1578]
row-number: ১৪। bbox=[960, 1798, 991, 1811]
paragraph: "Ninety-four percent people of the country have been successfully brought under electricity coverage," he added. bbox=[382, 1902, 753, 1936]
goods-header: পরিমাণ (টন) bbox=[1105, 1840, 1228, 1853]
goods-cell: ৬,০০০/- bbox=[1306, 1907, 1411, 1920]
